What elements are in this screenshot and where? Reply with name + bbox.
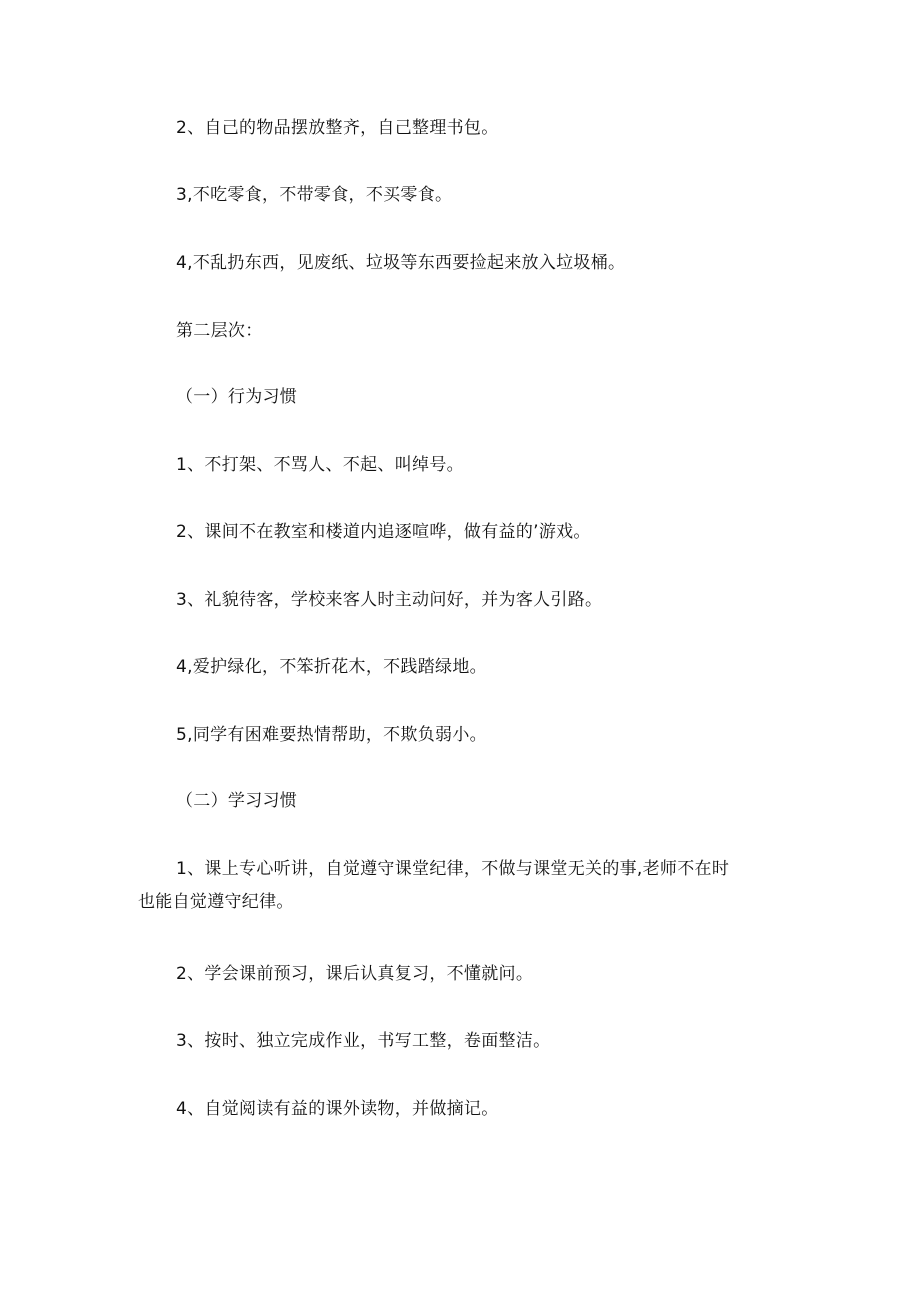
behavior-item: 1、不打架、不骂人、不起、叫绰号。	[176, 455, 464, 475]
habit-item: 2、自己的物品摆放整齐，自己整理书包。	[176, 118, 499, 138]
study-item: 2、学会课前预习，课后认真复习，不懂就问。	[176, 964, 534, 984]
behavior-item: 5,同学有困难要热情帮助，不欺负弱小。	[176, 725, 487, 745]
level-heading: 第二层次：	[176, 321, 263, 341]
study-item-line: 1、课上专心听讲，自觉遵守课堂纪律，不做与课堂无关的事,老师不在时	[176, 859, 730, 879]
section-heading-behavior: （一）行为习惯	[176, 387, 298, 407]
section-heading-study: （二）学习习惯	[176, 791, 298, 811]
behavior-item: 4,爱护绿化，不笨折花木，不践踏绿地。	[176, 657, 487, 677]
habit-item: 4,不乱扔东西，见废纸、垃圾等东西要捡起来放入垃圾桶。	[176, 253, 626, 273]
behavior-item: 3、礼貌待客，学校来客人时主动问好，并为客人引路。	[176, 590, 603, 610]
study-item: 3、按时、独立完成作业，书写工整，卷面整洁。	[176, 1031, 551, 1051]
habit-item: 3,不吃零食，不带零食，不买零食。	[176, 185, 453, 205]
study-item: 4、自觉阅读有益的课外读物，并做摘记。	[176, 1099, 499, 1119]
behavior-item: 2、课间不在教室和楼道内追逐喧哗，做有益的’游戏。	[176, 522, 591, 542]
study-item-continuation: 也能自觉遵守纪律。	[138, 892, 294, 912]
